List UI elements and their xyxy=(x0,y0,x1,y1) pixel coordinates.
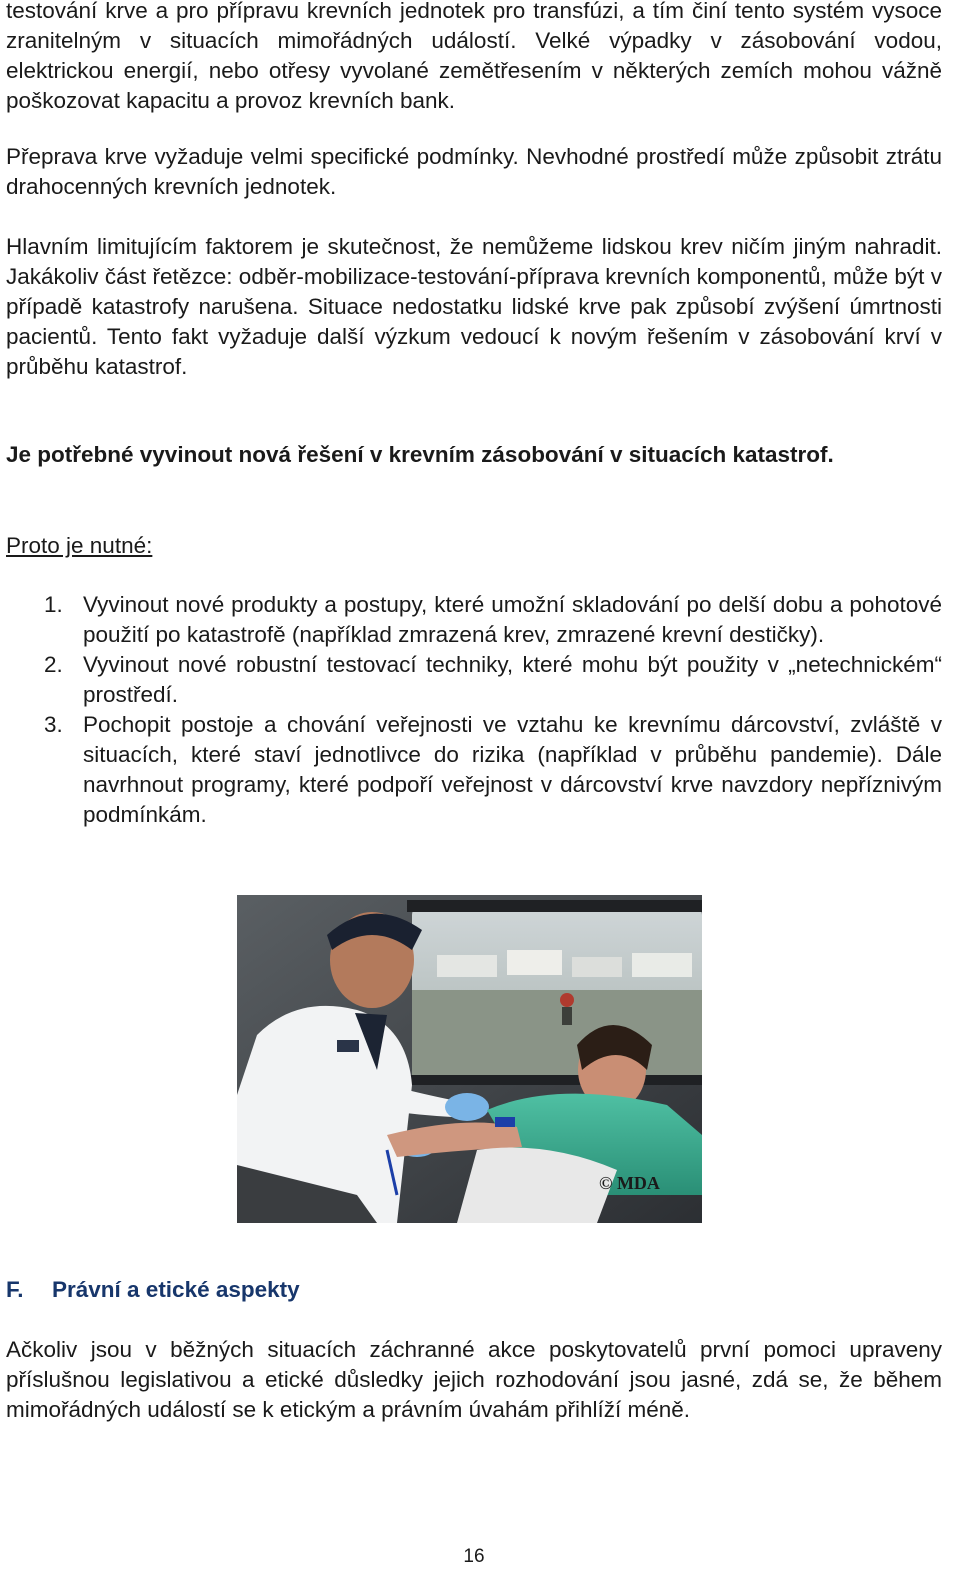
paragraph-emphasis: Je potřebné vyvinout nová řešení v krevním zásobování v situacích katastrof. xyxy=(6,442,834,467)
list-item-text: Vyvinout nové robustní testovací techniky, které mohu být použity v „netechnickém“ prostředí. xyxy=(83,652,942,707)
paragraph-limiting-factor: Hlavním limitujícím faktorem je skutečnost, že nemůžeme lidskou krev ničím jiným nahradit. Jakákoliv část řetězce: odběr-mobilizace-testování-příprava krevních komponentů, může být v případě katastrofy narušena. Situace nedostatku lidské krve pak způsobí zvýšení úmrtnosti pacientů. Tento fakt vyžaduje další výzkum vedoucí k novým řešením v zásobování krví v průběhu katastrof. xyxy=(6,234,942,379)
photo-blood-donation-ambulance xyxy=(237,895,702,1223)
list-item xyxy=(6,590,942,650)
section-heading xyxy=(6,1275,300,1305)
paragraph-legal-ethical: Ačkoliv jsou v běžných situacích záchranné akce poskytovatelů první pomoci upraveny příslušnou legislativou a etické důsledky jejich rozhodování jsou jasné, zdá se, že během mimořádných událostí se k etickým a právním úvahám přihlíží méně. xyxy=(6,1337,942,1422)
list-item-text: Vyvinout nové produkty a postupy, které umožní skladování po delší dobu a pohotové použití po katastrofě (například zmrazená krev, zmrazené krevní destičky). xyxy=(83,592,942,647)
list-item-text: Pochopit postoje a chování veřejnosti ve vztahu ke krevnímu dárcovství, zvláště v situacích, které staví jednotlivce do rizika (například v průběhu pandemie). Dále navrhnout programy, které podpoří veřejnost v dárcovství krve navzdory nepříznivým podmínkám. xyxy=(83,712,942,827)
paragraph-blood-supply-vulnerability: testování krve a pro přípravu krevních jednotek pro transfúzi, a tím činí tento systém vysoce zranitelným v situacích mimořádných událostí. Velké výpadky v zásobování vodou, elektrickou energií, nebo otřesy vyvolané zemětřesením v některých zemích mohou vážně poškozovat kapacitu a provoz krevních bank. xyxy=(6,0,942,113)
section-letter: F. xyxy=(6,1277,24,1302)
page-number: 16 xyxy=(463,1546,485,1567)
list-item-number: 3. xyxy=(44,712,63,737)
list-item-number: 2. xyxy=(44,652,63,677)
section-title: Právní a etické aspekty xyxy=(52,1277,300,1302)
list-item-number: 1. xyxy=(44,592,63,617)
list-item xyxy=(6,710,942,830)
list-item xyxy=(6,650,942,710)
list-intro: Proto je nutné: xyxy=(6,533,153,558)
requirements-list xyxy=(6,590,942,830)
paragraph-blood-transport: Přeprava krve vyžaduje velmi specifické podmínky. Nevhodné prostředí může způsobit ztrátu drahocenných krevních jednotek. xyxy=(6,144,942,199)
photo-copyright: © MDA xyxy=(599,1173,660,1193)
